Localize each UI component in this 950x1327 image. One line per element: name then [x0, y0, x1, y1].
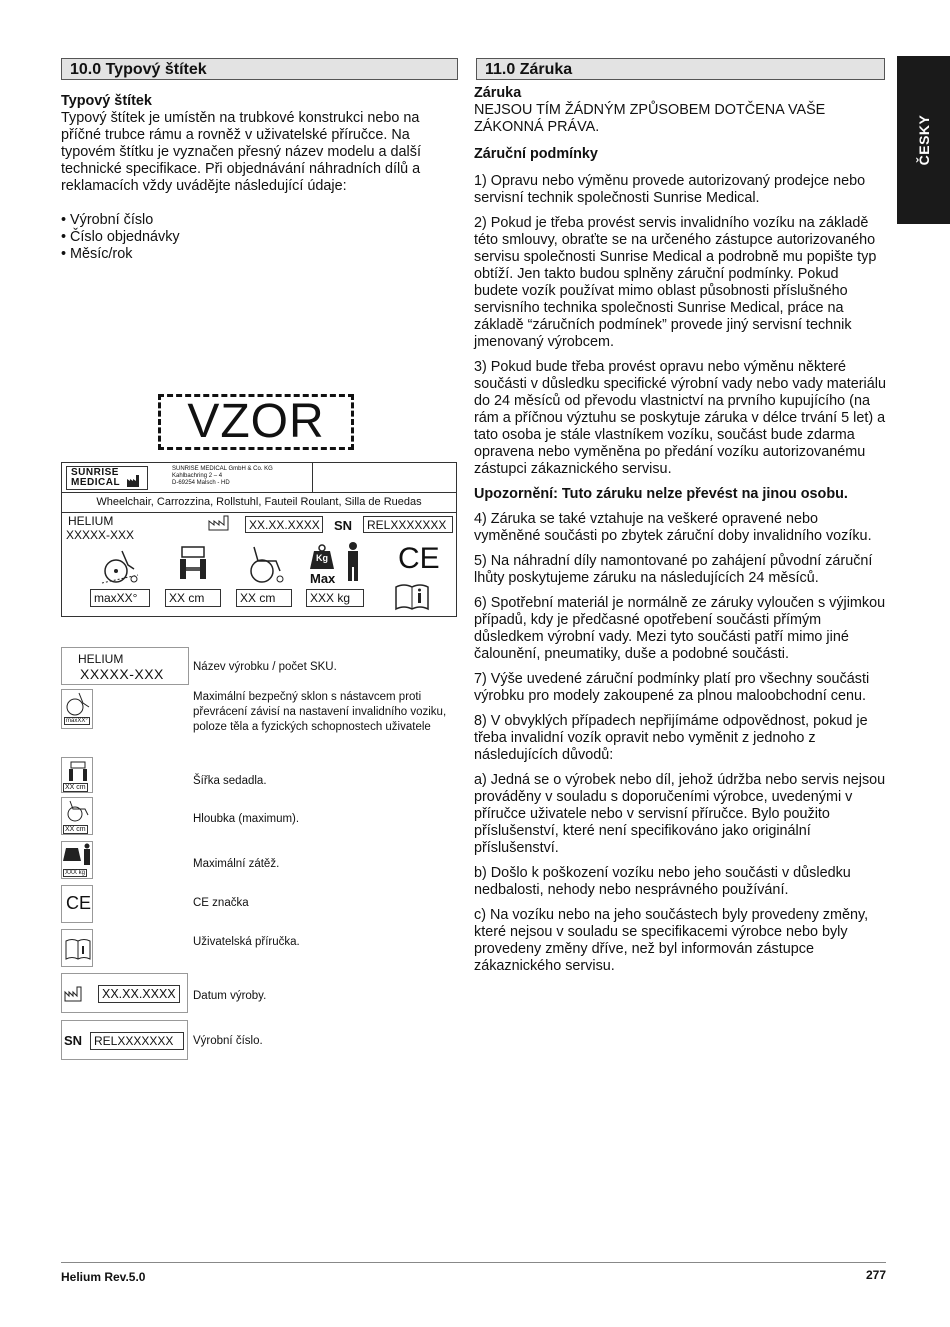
- legend-icon-seat-width: XX cm: [61, 757, 93, 793]
- page-number: 277: [865, 1268, 886, 1282]
- plate-header-row: [62, 463, 456, 493]
- max-load-icon: Kg: [308, 543, 336, 581]
- warranty-warning: Upozornění: Tuto záruku nelze převést na jinou osobu.: [474, 486, 848, 502]
- company-address: Kahlbachring 2 – 4: [172, 473, 223, 479]
- legend-box-date: XX.XX.XXXX: [61, 973, 188, 1013]
- legend-label-tilt: Maximální bezpečný sklon s nástavcem proti převrácení závisí na nastavení invalidního voziku, poloze těla a fyzických schopnostech uživatele: [193, 691, 447, 733]
- user-manual-icon: [394, 583, 430, 611]
- warranty-paragraph: 2) Pokud je třeba provést servis invalidního vozíku na základě této smlouvy, obraťte se na určeného zástupce autorizovaného servisu společnosti Sunrise Medical a podrobně mu popište typ obtíží. Jen takto budou splněny záruční podmínky. Pokud budete vozík používat mimo oblast působnosti příslušného servisního technika společnosti Sunrise Medical, práce na základě “záručních podmínek” provede jiný servisní technik jmenovaný výrobcem.: [474, 215, 877, 350]
- legend-icon-ce: CE: [61, 885, 93, 923]
- legend-label-seat-depth: Hloubka (maximum).: [193, 813, 300, 825]
- ce-mark: CE: [398, 542, 440, 575]
- legend-label-date: Datum výroby.: [193, 990, 267, 1002]
- legend-label-serial: Výrobní číslo.: [193, 1035, 263, 1047]
- warranty-paragraph: c) Na vozíku nebo na jeho součástech byly provedeny změny, které nejsou v souladu se specifikacemi výrobce nebo byly provedeny změny dříve, než byl informován zástupce zákaznického servisu.: [474, 907, 869, 974]
- section-header-type-plate: 10.0 Typový štítek: [61, 58, 458, 80]
- plate-max-load-box: XXX kg: [306, 589, 364, 607]
- plate-sn-label: SN: [334, 518, 353, 533]
- bullet-item: • Měsíc/rok: [61, 246, 133, 262]
- warranty-paragraph: 4) Záruka se také vztahuje na veškeré opravené nebo vyměněné součásti po zbytek záruční doby invalidního vozíku.: [474, 511, 872, 544]
- seat-width-icon: [178, 543, 208, 583]
- plate-serial-box: RELXXXXXXX: [363, 516, 453, 533]
- legend-box-model: HELIUM XXXXX-XXX: [61, 647, 189, 685]
- warranty-conditions-heading: Záruční podmínky: [474, 146, 598, 162]
- legend-label-ce: CE značka: [193, 897, 249, 909]
- max-load-label: Max: [310, 571, 336, 586]
- footer-divider: [61, 1262, 886, 1263]
- plate-max-angle-box: maxXX°: [90, 589, 150, 607]
- product-types-row: Wheelchair, Carrozzina, Rollstuhl, Fauteil Roulant, Silla de Ruedas: [62, 492, 456, 513]
- legend-icon-tilt: maxXX°: [61, 689, 93, 729]
- warranty-paragraph: b) Došlo k poškození vozíku nebo jeho součásti v důsledku nedbalosti, nehody nebo nesprávného používání.: [474, 865, 851, 898]
- type-plate-text: [61, 93, 456, 263]
- bullet-item: • Výrobní číslo: [61, 212, 154, 228]
- sunrise-medical-logo: SUNRISE MEDICAL: [66, 466, 148, 490]
- legend-icon-seat-depth: XX cm: [61, 797, 93, 835]
- info-bullet-list: [61, 212, 456, 263]
- type-plate-body: Typový štítek je umístěn na trubkové konstrukci nebo na příčné trubce rámu a rovněž v uživatelské příručce. Na typovém štítku je vyznačen přesný název modelu a další technické specifikace. Při objednávání náhradních dílů a reklamacích vždy uvádějte následující údaje:: [61, 110, 421, 194]
- legend-box-serial: SN RELXXXXXXX: [61, 1020, 188, 1060]
- seat-depth-icon: [246, 543, 286, 585]
- warranty-paragraph: 1) Opravu nebo výměnu provede autorizovaný prodejce nebo servisní technik společnosti Sunrise Medical.: [474, 173, 866, 206]
- legend-label-seat-width: Šířka sedadla.: [193, 775, 267, 787]
- person-icon: [344, 541, 362, 583]
- warranty-paragraph: a) Jedná se o výrobek nebo díl, jehož údržba nebo servis nejsou prováděny v souladu s doporučeními výrobce, uvedenými v příručce uživatele nebo v servisní příručce. Bylo použito příslušenství, které není specifikováno jako originální příslušenství.: [474, 772, 886, 856]
- type-plate-subheading: Typový štítek: [61, 93, 152, 109]
- legend-icon-max-load: XXX kg: [61, 841, 93, 879]
- legend-label-manual: Uživatelská příručka.: [193, 936, 300, 948]
- wheelchair-tilt-icon: [100, 545, 140, 585]
- warranty-paragraph: 7) Výše uvedené záruční podmínky platí pro všechny součásti výrobku pro modely zakoupené za plnou maloobchodní cenu.: [474, 671, 870, 704]
- type-plate-illustration: [61, 462, 457, 617]
- legend-label-model: Název výrobku / počet SKU.: [193, 661, 337, 673]
- footer-doc-name: Helium Rev.5.0: [61, 1270, 146, 1284]
- factory-icon: [127, 474, 139, 486]
- company-city: D-69254 Malsch - HD: [172, 480, 230, 486]
- plate-sku: XXXXX-XXX: [66, 528, 135, 542]
- bullet-item: • Číslo objednávky: [61, 229, 180, 245]
- warranty-paragraph: 6) Spotřební materiál je normálně ze záruky vyloučen s výjimkou případů, kdy je předčasné opotřebení součásti přímým důsledkem výrobní vady. Mezi tyto součásti patří mimo jiné čalounění, pneumatiky, duše a podobné součásti.: [474, 595, 886, 662]
- legend-label-max-load: Maximální zátěž.: [193, 858, 280, 870]
- warranty-paragraph: 3) Pokud bude třeba provést opravu nebo výměnu některé součásti v důsledku specifické výrobní vady nebo vady materiálu do 24 měsíců od převodu vlastnictví na prvního kupujícího (na rám a příčnou výztuhu se poskytuje záruka v délce trvání 5 let) a tato osoba je stále vlastníkem vozíku, součást bude zdarma opravena nebo vyměněna po předání vozíku autorizovanému zástupci zákaznického servisu.: [474, 359, 886, 477]
- warranty-subheading: Záruka: [474, 85, 522, 101]
- warranty-text: [474, 85, 886, 975]
- plate-model: HELIUM: [68, 514, 114, 528]
- warranty-paragraph: 8) V obvyklých případech nepřijímáme odpovědnost, pokud je třeba invalidní vozík opravit nebo vyměnit z jednoho z následujících důvodů:: [474, 713, 868, 763]
- legend-icon-manual: [61, 929, 93, 967]
- sample-stamp: VZOR: [158, 394, 354, 450]
- manufacture-date-icon: [208, 515, 232, 531]
- warranty-paragraph: 5) Na náhradní díly namontované po zahájení původní záruční lhůty poskytujeme záruku na následujících 24 měsíců.: [474, 553, 873, 586]
- section-header-warranty: 11.0 Záruka: [476, 58, 885, 80]
- warranty-rights: NEJSOU TÍM ŽÁDNÝM ZPŮSOBEM DOTČENA VAŠE ZÁKONNÁ PRÁVA.: [474, 102, 826, 135]
- plate-seat-width-box: XX cm: [165, 589, 221, 607]
- company-name: SUNRISE MEDICAL GmbH & Co. KG: [172, 466, 273, 472]
- language-tab: ČESKY: [897, 56, 950, 224]
- plate-date-box: XX.XX.XXXX: [245, 516, 323, 533]
- plate-seat-depth-box: XX cm: [236, 589, 292, 607]
